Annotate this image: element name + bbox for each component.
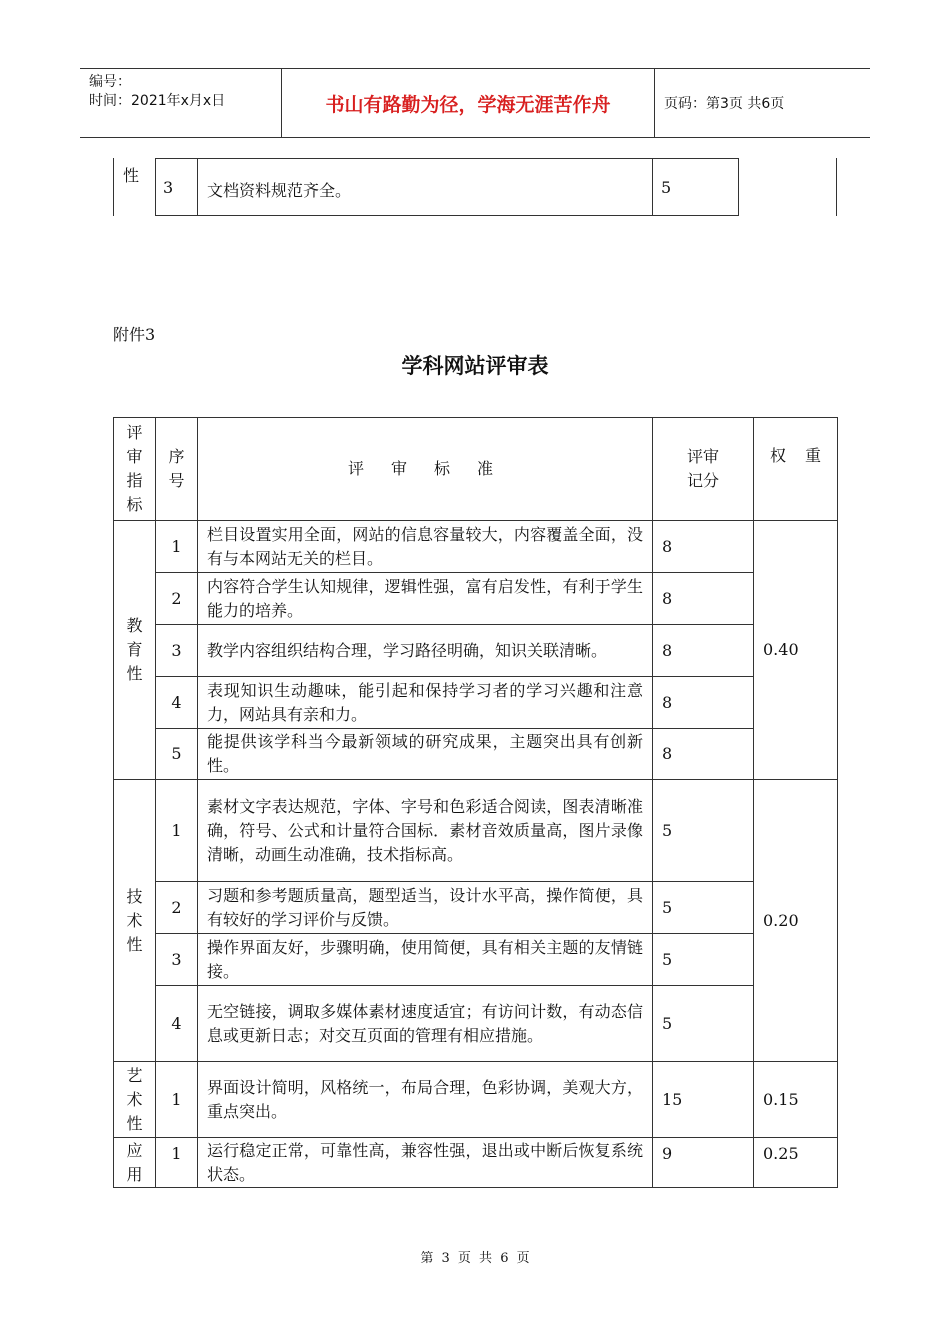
previous-table-fragment [113, 158, 837, 216]
criterion-cell: 表现知识生动趣味，能引起和保持学习者的学习兴趣和注意力，网站具有亲和力。 [198, 677, 653, 729]
criterion-cell: 素材文字表达规范，字体、字号和色彩适合阅读，图表清晰准确，符号、公式和计量符合国标．素材音效质量高，图片录像清晰，动画生动准确，技术指标高。 [198, 780, 653, 882]
score-cell: 5 [653, 780, 754, 882]
score-cell: 5 [653, 934, 754, 986]
table-header-row [114, 418, 838, 521]
seq-cell: 1 [156, 1138, 198, 1188]
table-row [114, 625, 838, 677]
criterion-cell: 运行稳定正常，可靠性高，兼容性强，退出或中断后恢复系统状态。 [198, 1138, 653, 1188]
criterion-cell: 栏目设置实用全面，网站的信息容量较大，内容覆盖全面，没有与本网站无关的栏目。 [198, 521, 653, 573]
frag-border [197, 158, 198, 216]
score-cell: 5 [653, 882, 754, 934]
indicator-cell: 教育性 [114, 521, 156, 780]
time-label: 时间：2021年x月x日 [89, 93, 226, 109]
frag-border [155, 158, 156, 216]
criterion-cell: 教学内容组织结构合理，学习路径明确，知识关联清晰。 [198, 625, 653, 677]
frag-border [652, 158, 653, 216]
header-page-info: 页码：第3页 共6页 [664, 96, 785, 112]
seq-cell: 3 [156, 934, 198, 986]
score-cell: 8 [653, 521, 754, 573]
weight-cell: 0.40 [754, 521, 838, 780]
frag-border [738, 158, 739, 216]
number-label: 编号： [89, 74, 131, 90]
frag-border [836, 158, 837, 216]
table-row [114, 1138, 838, 1188]
header-motto: 书山有路勤为径，学海无涯苦作舟 [282, 69, 655, 137]
review-table [113, 417, 838, 1188]
page-header [80, 68, 870, 138]
frag-criterion: 文档资料规范齐全。 [207, 181, 352, 200]
table-row [114, 986, 838, 1062]
score-cell: 8 [653, 729, 754, 780]
table-row [114, 1062, 838, 1138]
header-weight: 权 重 [754, 418, 838, 521]
table-row [114, 573, 838, 625]
criterion-cell: 能提供该学科当今最新领域的研究成果，主题突出具有创新性。 [198, 729, 653, 780]
score-cell: 8 [653, 573, 754, 625]
header-seq: 序号 [156, 418, 198, 521]
frag-border [155, 215, 738, 216]
header-score: 评审记分 [653, 418, 754, 521]
table-row [114, 882, 838, 934]
table-row [114, 729, 838, 780]
page-footer: 第 3 页 共 6 页 [420, 1251, 530, 1266]
frag-border [155, 158, 738, 159]
weight-cell: 0.25 [754, 1138, 838, 1188]
appendix-label: 附件3 [113, 325, 156, 344]
indicator-cell: 艺术性 [114, 1062, 156, 1138]
frag-score: 5 [661, 178, 672, 197]
seq-cell: 5 [156, 729, 198, 780]
seq-cell: 1 [156, 780, 198, 882]
table-row [114, 934, 838, 986]
weight-cell: 0.15 [754, 1062, 838, 1138]
frag-indicator: 性 [123, 166, 140, 185]
header-indicator: 评审指标 [114, 418, 156, 521]
seq-cell: 1 [156, 1062, 198, 1138]
frag-border [113, 158, 114, 216]
table-row [114, 780, 838, 882]
seq-cell: 4 [156, 677, 198, 729]
criterion-cell: 界面设计简明，风格统一，布局合理，色彩协调，美观大方，重点突出。 [198, 1062, 653, 1138]
score-cell: 8 [653, 625, 754, 677]
frag-seq: 3 [163, 178, 174, 197]
seq-cell: 1 [156, 521, 198, 573]
indicator-cell: 应用 [114, 1138, 156, 1188]
score-cell: 5 [653, 986, 754, 1062]
criterion-cell: 无空链接，调取多媒体素材速度适宜；有访问计数，有动态信息或更新日志；对交互页面的管理有相应措施。 [198, 986, 653, 1062]
seq-cell: 2 [156, 573, 198, 625]
table-row [114, 677, 838, 729]
criterion-cell: 内容符合学生认知规律，逻辑性强，富有启发性，有利于学生能力的培养。 [198, 573, 653, 625]
seq-cell: 3 [156, 625, 198, 677]
indicator-cell: 技术性 [114, 780, 156, 1062]
score-cell: 15 [653, 1062, 754, 1138]
score-cell: 9 [653, 1138, 754, 1188]
page-title: 学科网站评审表 [401, 353, 549, 378]
header-meta [80, 69, 282, 137]
criterion-cell: 习题和参考题质量高，题型适当，设计水平高，操作简便，具有较好的学习评价与反馈。 [198, 882, 653, 934]
table-row [114, 521, 838, 573]
criterion-cell: 操作界面友好，步骤明确，使用简便，具有相关主题的友情链接。 [198, 934, 653, 986]
score-cell: 8 [653, 677, 754, 729]
seq-cell: 4 [156, 986, 198, 1062]
weight-cell: 0.20 [754, 780, 838, 1062]
seq-cell: 2 [156, 882, 198, 934]
header-standard: 评审标准 [198, 418, 653, 521]
